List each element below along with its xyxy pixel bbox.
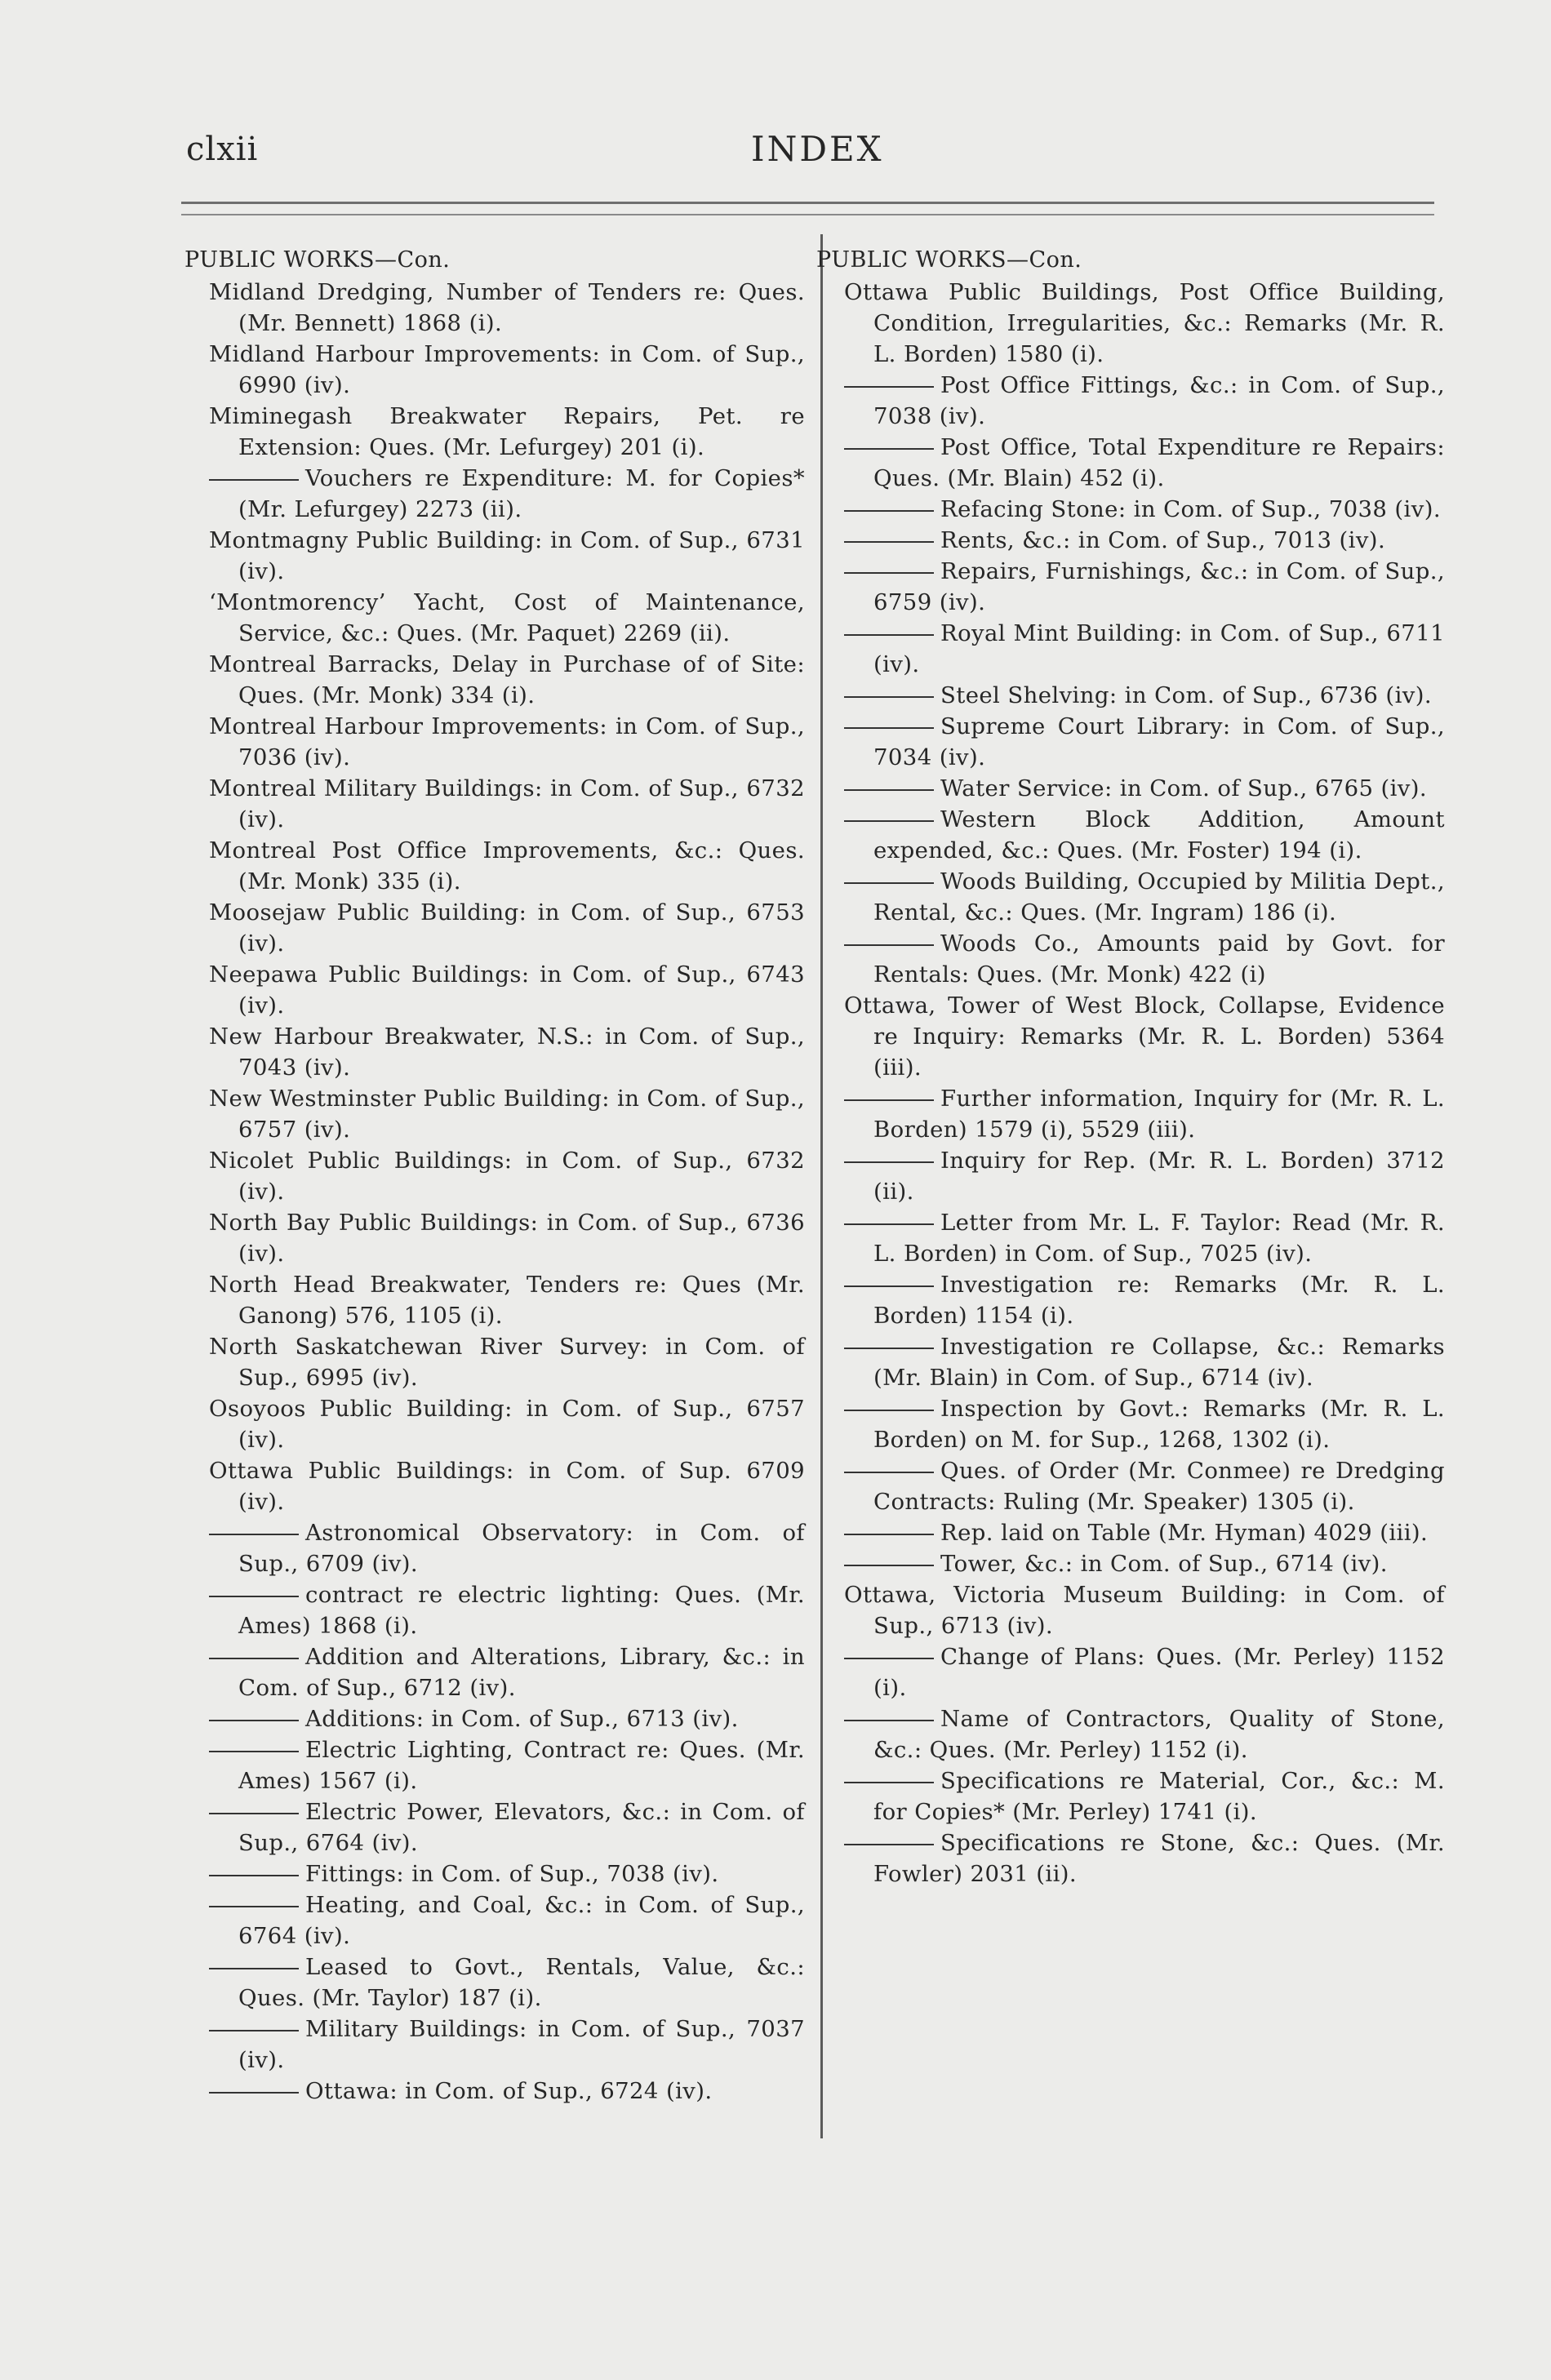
header-rule xyxy=(181,202,1434,204)
index-entry xyxy=(184,897,805,959)
entry-text: North Saskatchewan River Survey: in Com. of Sup., 6995 (iv). xyxy=(209,1334,805,1391)
ditto-dash xyxy=(209,2092,299,2094)
entry-text: Electric Lighting, Contract re: Ques. (Mr. Ames) 1567 (i). xyxy=(238,1737,805,1794)
entry-text: North Bay Public Buildings: in Com. of Sup., 6736 (iv). xyxy=(209,1210,805,1267)
entry-text: New Harbour Breakwater, N.S.: in Com. of Sup., 7043 (iv). xyxy=(209,1023,805,1081)
entry-text: Royal Mint Building: in Com. of Sup., 6711 (iv). xyxy=(873,620,1445,677)
index-subentry xyxy=(816,1269,1445,1331)
entry-text: Western Block Addition, Amount expended, &c.: Ques. (Mr. Foster) 194 (i). xyxy=(873,806,1445,864)
entry-text: Rep. laid on Table (Mr. Hyman) 4029 (iii). xyxy=(940,1520,1429,1546)
index-subentry xyxy=(816,1145,1445,1207)
index-subentry xyxy=(184,1734,805,1796)
index-subentry xyxy=(816,711,1445,773)
index-subentry xyxy=(816,773,1445,804)
index-subentry xyxy=(816,432,1445,494)
index-entry xyxy=(184,1145,805,1207)
ditto-dash xyxy=(844,572,934,574)
entry-text: North Head Breakwater, Tenders re: Ques (Mr. Ganong) 576, 1105 (i). xyxy=(209,1272,805,1329)
ditto-dash xyxy=(844,1844,934,1845)
page-number: clxii xyxy=(186,131,259,168)
ditto-dash xyxy=(844,1410,934,1411)
index-subentry xyxy=(184,1517,805,1579)
ditto-dash xyxy=(844,1720,934,1721)
index-entry xyxy=(184,1269,805,1331)
entry-text: Tower, &c.: in Com. of Sup., 6714 (iv). xyxy=(940,1551,1388,1577)
entry-text: Montreal Military Buildings: in Com. of Sup., 6732 (iv). xyxy=(209,775,805,833)
entry-text: Inquiry for Rep. (Mr. R. L. Borden) 3712 (ii). xyxy=(873,1148,1445,1205)
entry-text: Nicolet Public Buildings: in Com. of Sup., 6732 (iv). xyxy=(209,1148,805,1205)
index-subentry xyxy=(816,1455,1445,1517)
entry-text: Montreal Barracks, Delay in Purchase of of Site: Ques. (Mr. Monk) 334 (i). xyxy=(209,651,805,708)
ditto-dash xyxy=(844,1285,934,1287)
ditto-dash xyxy=(844,696,934,698)
index-entry xyxy=(816,1579,1445,1641)
index-entry xyxy=(184,277,805,339)
entry-text: Post Office, Total Expenditure re Repairs: Ques. (Mr. Blain) 452 (i). xyxy=(873,434,1445,491)
entry-text: Ottawa, Victoria Museum Building: in Com. of Sup., 6713 (iv). xyxy=(844,1582,1445,1639)
index-subentry xyxy=(816,1641,1445,1703)
entry-text: contract re electric lighting: Ques. (Mr. Ames) 1868 (i). xyxy=(238,1582,805,1639)
index-subentry xyxy=(816,1331,1445,1393)
index-subentry xyxy=(184,1703,805,1734)
entry-text: Miminegash Breakwater Repairs, Pet. re Extension: Ques. (Mr. Lefurgey) 201 (i). xyxy=(209,403,805,460)
entry-text: Woods Co., Amounts paid by Govt. for Rentals: Ques. (Mr. Monk) 422 (i) xyxy=(873,930,1445,988)
index-entry xyxy=(816,277,1445,370)
ditto-dash xyxy=(844,510,934,512)
index-subentry xyxy=(184,1579,805,1641)
header-rule-secondary xyxy=(181,214,1434,215)
entry-text: Addition and Alterations, Library, &c.: in Com. of Sup., 6712 (iv). xyxy=(238,1644,805,1701)
ditto-dash xyxy=(209,1906,299,1907)
ditto-dash xyxy=(844,1161,934,1163)
entry-text: Investigation re: Remarks (Mr. R. L. Borden) 1154 (i). xyxy=(873,1272,1445,1329)
entry-text: Ottawa: in Com. of Sup., 6724 (iv). xyxy=(305,2078,713,2104)
index-entry xyxy=(184,1083,805,1145)
ditto-dash xyxy=(209,1596,299,1597)
entry-text: Ottawa Public Buildings, Post Office Building, Condition, Irregularities, &c.: Remarks (Mr. R. L. Borden) 1580 (i). xyxy=(844,279,1445,367)
ditto-dash xyxy=(844,1472,934,1473)
index-subentry xyxy=(816,494,1445,525)
index-subentry xyxy=(816,866,1445,928)
entry-text: Name of Contractors, Quality of Stone, &c.: Ques. (Mr. Perley) 1152 (i). xyxy=(873,1706,1445,1763)
ditto-dash xyxy=(209,1658,299,1659)
ditto-dash xyxy=(844,1099,934,1101)
index-entry xyxy=(184,649,805,711)
index-subentry xyxy=(816,1393,1445,1455)
index-entry xyxy=(184,1455,805,1517)
index-entry xyxy=(184,587,805,649)
index-entry xyxy=(184,959,805,1021)
ditto-dash xyxy=(209,1968,299,1969)
ditto-dash xyxy=(844,541,934,543)
entry-text: Moosejaw Public Building: in Com. of Sup., 6753 (iv). xyxy=(209,899,805,957)
index-entry xyxy=(184,1021,805,1083)
entry-text: Leased to Govt., Rentals, Value, &c.: Ques. (Mr. Taylor) 187 (i). xyxy=(238,1954,805,2011)
entry-text: Woods Building, Occupied by Militia Dept., Rental, &c.: Ques. (Mr. Ingram) 186 (i). xyxy=(873,868,1445,926)
ditto-dash xyxy=(844,789,934,791)
index-subentry xyxy=(816,525,1445,556)
ditto-dash xyxy=(844,1782,934,1783)
index-entry-list xyxy=(816,277,1445,1889)
entry-text: Montmagny Public Building: in Com. of Sup., 6731 (iv). xyxy=(209,527,805,584)
index-subentry xyxy=(816,928,1445,990)
index-entry xyxy=(184,525,805,587)
index-subentry xyxy=(184,1641,805,1703)
entry-text: Military Buildings: in Com. of Sup., 7037 (iv). xyxy=(238,2016,805,2073)
entry-text: Steel Shelving: in Com. of Sup., 6736 (iv). xyxy=(940,682,1432,708)
index-subentry xyxy=(184,1858,805,1889)
entry-text: Ottawa Public Buildings: in Com. of Sup. 6709 (iv). xyxy=(209,1458,805,1515)
entry-text: Repairs, Furnishings, &c.: in Com. of Sup., 6759 (iv). xyxy=(873,558,1445,615)
index-subentry xyxy=(816,1207,1445,1269)
entry-text: Additions: in Com. of Sup., 6713 (iv). xyxy=(305,1706,739,1732)
index-subentry xyxy=(184,1952,805,2014)
ditto-dash xyxy=(844,820,934,822)
index-subentry xyxy=(184,2014,805,2076)
entry-text: Refacing Stone: in Com. of Sup., 7038 (iv). xyxy=(940,496,1441,522)
entry-text: Montreal Post Office Improvements, &c.: Ques. (Mr. Monk) 335 (i). xyxy=(209,837,805,895)
ditto-dash xyxy=(209,1875,299,1876)
ditto-dash xyxy=(209,1751,299,1752)
index-subentry xyxy=(184,1889,805,1952)
entry-text: Neepawa Public Buildings: in Com. of Sup., 6743 (iv). xyxy=(209,961,805,1019)
index-subentry xyxy=(816,370,1445,432)
ditto-dash xyxy=(844,1565,934,1566)
ditto-dash xyxy=(844,1348,934,1349)
entry-text: Rents, &c.: in Com. of Sup., 7013 (iv). xyxy=(940,527,1386,553)
ditto-dash xyxy=(844,727,934,729)
page-title: INDEX xyxy=(751,129,884,169)
entry-text: Fittings: in Com. of Sup., 7038 (iv). xyxy=(305,1861,719,1887)
entry-text: Further information, Inquiry for (Mr. R. L. Borden) 1579 (i), 5529 (iii). xyxy=(873,1086,1445,1143)
index-subentry xyxy=(816,1765,1445,1827)
entry-text: Montreal Harbour Improvements: in Com. of Sup., 7036 (iv). xyxy=(209,713,805,770)
index-subentry xyxy=(184,463,805,525)
entry-text: Change of Plans: Ques. (Mr. Perley) 1152 (i). xyxy=(873,1644,1445,1701)
column-heading: PUBLIC WORKS—Con. xyxy=(184,247,451,273)
ditto-dash xyxy=(844,1658,934,1659)
ditto-dash xyxy=(844,634,934,636)
index-subentry xyxy=(816,680,1445,711)
entry-text: Astronomical Observatory: in Com. of Sup., 6709 (iv). xyxy=(238,1520,805,1577)
index-subentry xyxy=(816,1703,1445,1765)
index-entry xyxy=(184,1331,805,1393)
left-column xyxy=(184,245,805,2107)
index-entry xyxy=(184,1393,805,1455)
ditto-dash xyxy=(844,386,934,388)
entry-text: Osoyoos Public Building: in Com. of Sup., 6757 (iv). xyxy=(209,1396,805,1453)
index-subentry xyxy=(816,1827,1445,1889)
entry-text: Post Office Fittings, &c.: in Com. of Sup., 7038 (iv). xyxy=(873,372,1445,429)
ditto-dash xyxy=(209,2030,299,2031)
index-entry xyxy=(184,773,805,835)
index-entry-list xyxy=(184,277,805,2107)
index-subentry xyxy=(816,1548,1445,1579)
index-subentry xyxy=(184,1796,805,1858)
index-entry xyxy=(184,401,805,463)
entry-text: Supreme Court Library: in Com. of Sup., 7034 (iv). xyxy=(873,713,1445,770)
entry-text: Vouchers re Expenditure: M. for Copies* (Mr. Lefurgey) 2273 (ii). xyxy=(238,465,805,522)
ditto-dash xyxy=(209,1720,299,1721)
index-entry xyxy=(184,835,805,897)
column-heading: PUBLIC WORKS—Con. xyxy=(816,247,1082,273)
entry-text: Specifications re Stone, &c.: Ques. (Mr. Fowler) 2031 (ii). xyxy=(873,1830,1445,1887)
index-entry xyxy=(184,711,805,773)
entry-text: Inspection by Govt.: Remarks (Mr. R. L. Borden) on M. for Sup., 1268, 1302 (i). xyxy=(873,1396,1445,1453)
ditto-dash xyxy=(844,448,934,450)
index-subentry xyxy=(816,804,1445,866)
index-subentry xyxy=(184,2076,805,2107)
entry-text: Specifications re Material, Cor., &c.: M. for Copies* (Mr. Perley) 1741 (i). xyxy=(873,1768,1445,1825)
right-column xyxy=(816,245,1445,1889)
entry-text: Investigation re Collapse, &c.: Remarks (Mr. Blain) in Com. of Sup., 6714 (iv). xyxy=(873,1334,1445,1391)
ditto-dash xyxy=(209,479,299,481)
entry-text: Midland Harbour Improvements: in Com. of Sup., 6990 (iv). xyxy=(209,341,805,398)
entry-text: New Westminster Public Building: in Com. of Sup., 6757 (iv). xyxy=(209,1086,805,1143)
entry-text: Water Service: in Com. of Sup., 6765 (iv). xyxy=(940,775,1428,801)
index-subentry xyxy=(816,1083,1445,1145)
entry-text: Midland Dredging, Number of Tenders re: Ques. (Mr. Bennett) 1868 (i). xyxy=(209,279,805,336)
index-entry xyxy=(184,1207,805,1269)
entry-text: Ques. of Order (Mr. Conmee) re Dredging Contracts: Ruling (Mr. Speaker) 1305 (i). xyxy=(873,1458,1445,1515)
entry-text: Letter from Mr. L. F. Taylor: Read (Mr. R. L. Borden) in Com. of Sup., 7025 (iv). xyxy=(873,1210,1445,1267)
entry-text: Electric Power, Elevators, &c.: in Com. of Sup., 6764 (iv). xyxy=(238,1799,805,1856)
entry-text: ‘Montmorency’ Yacht, Cost of Maintenance, Service, &c.: Ques. (Mr. Paquet) 2269 (ii). xyxy=(209,589,805,646)
ditto-dash xyxy=(209,1813,299,1814)
ditto-dash xyxy=(209,1534,299,1535)
index-subentry xyxy=(816,1517,1445,1548)
entry-text: Heating, and Coal, &c.: in Com. of Sup., 6764 (iv). xyxy=(238,1892,805,1949)
index-entry xyxy=(184,339,805,401)
index-entry xyxy=(816,990,1445,1083)
ditto-dash xyxy=(844,1223,934,1225)
ditto-dash xyxy=(844,944,934,946)
index-subentry xyxy=(816,618,1445,680)
index-subentry xyxy=(816,556,1445,618)
ditto-dash xyxy=(844,1534,934,1535)
entry-text: Ottawa, Tower of West Block, Collapse, Evidence re Inquiry: Remarks (Mr. R. L. Borden) 5364 (iii). xyxy=(844,992,1445,1081)
ditto-dash xyxy=(844,882,934,884)
